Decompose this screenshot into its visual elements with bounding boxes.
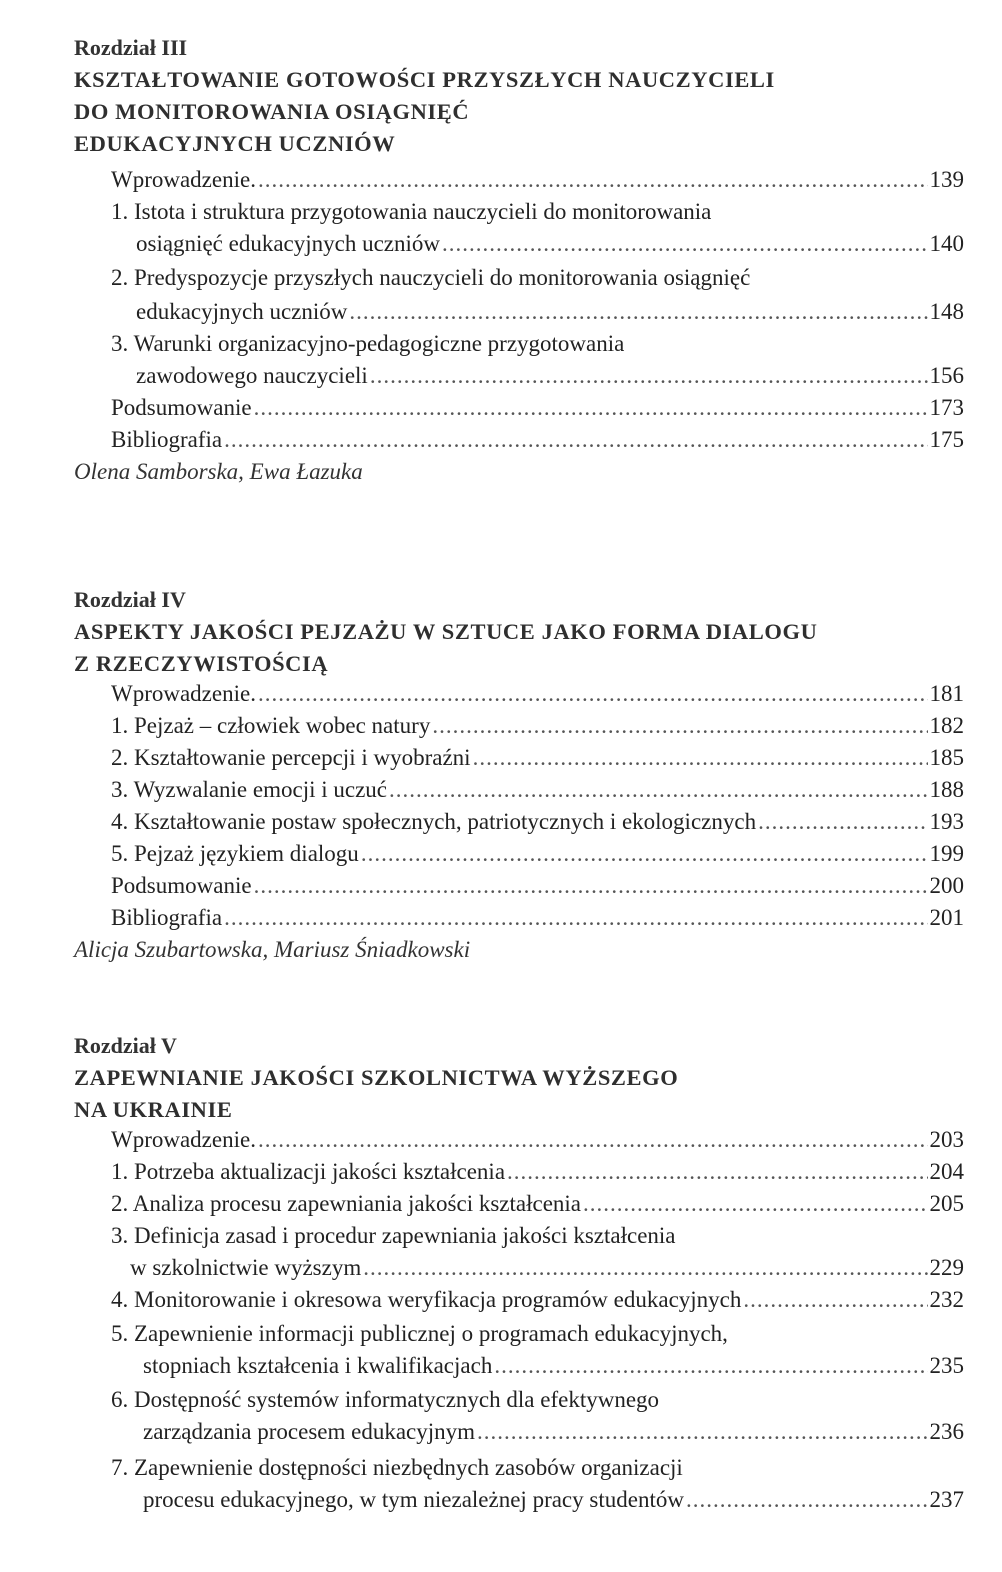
toc-entry-text: Wprowadzenie. bbox=[111, 681, 256, 706]
toc-entry-text: zarządzania procesem edukacyjnym bbox=[143, 1419, 476, 1444]
chapter-title-line: DO MONITOROWANIA OSIĄGNIĘĆ bbox=[74, 99, 470, 124]
toc-page-number: 203 bbox=[929, 1127, 964, 1152]
toc-entry-text: osiągnięć edukacyjnych uczniów bbox=[136, 231, 440, 256]
toc-entry-text: 2. Predyspozycje przyszłych nauczycieli do monitorowania osiągnięć bbox=[111, 265, 751, 290]
toc-page-number: 229 bbox=[929, 1255, 964, 1280]
chapter-heading: Rozdział V bbox=[74, 1033, 177, 1058]
toc-entry-text: 2. Analiza procesu zapewniania jakości kształcenia bbox=[111, 1191, 582, 1216]
leader-dots bbox=[361, 838, 928, 870]
toc-entry-text: Wprowadzenie. bbox=[111, 167, 256, 192]
toc-page-number: 200 bbox=[929, 873, 964, 898]
toc-page-number: 140 bbox=[929, 231, 964, 256]
chapter-title-line: ASPEKTY JAKOŚCI PEJZAŻU W SZTUCE JAKO FORMA DIALOGU bbox=[74, 619, 818, 644]
leader-dots bbox=[432, 710, 927, 742]
toc-entry-text: Wprowadzenie. bbox=[111, 1127, 256, 1152]
leader-dots bbox=[224, 902, 927, 934]
toc-page-number: 193 bbox=[929, 809, 964, 834]
toc-entry[interactable] bbox=[111, 742, 964, 774]
toc-entry-text: edukacyjnych uczniów bbox=[136, 299, 348, 324]
leader-dots bbox=[370, 360, 928, 392]
toc-entry-text: 6. Dostępność systemów informatycznych dla efektywnego bbox=[111, 1387, 660, 1412]
toc-entry-text: stopniach kształcenia i kwalifikacjach bbox=[143, 1353, 493, 1378]
toc-entry[interactable] bbox=[111, 710, 964, 742]
leader-dots bbox=[507, 1156, 927, 1188]
leader-dots bbox=[258, 164, 928, 196]
toc-entry[interactable] bbox=[111, 424, 964, 456]
toc-entry-text: Podsumowanie bbox=[111, 873, 252, 898]
toc-page-number: 148 bbox=[929, 299, 964, 324]
toc-page-number: 204 bbox=[929, 1159, 964, 1184]
chapter-authors: Alicja Szubartowska, Mariusz Śniadkowski bbox=[74, 937, 471, 962]
toc-entry-text: 5. Zapewnienie informacji publicznej o programach edukacyjnych, bbox=[111, 1321, 728, 1346]
leader-dots bbox=[473, 742, 928, 774]
toc-entry[interactable] bbox=[136, 296, 964, 328]
toc-page-number: 201 bbox=[929, 905, 964, 930]
leader-dots bbox=[258, 1124, 928, 1156]
leader-dots bbox=[224, 424, 927, 456]
toc-page-number: 175 bbox=[929, 427, 964, 452]
toc-entry[interactable] bbox=[111, 164, 964, 196]
toc-entry-text: 3. Warunki organizacyjno-pedagogiczne przygotowania bbox=[111, 331, 625, 356]
toc-page-number: 188 bbox=[929, 777, 964, 802]
leader-dots bbox=[583, 1188, 927, 1220]
leader-dots bbox=[389, 774, 928, 806]
toc-entry[interactable] bbox=[111, 870, 964, 902]
toc-entry-text: 5. Pejzaż językiem dialogu bbox=[111, 841, 359, 866]
toc-entry-text: 1. Potrzeba aktualizacji jakości kształcenia bbox=[111, 1159, 506, 1184]
toc-entry[interactable] bbox=[143, 1484, 964, 1516]
toc-entry[interactable] bbox=[130, 1252, 964, 1284]
toc-entry[interactable] bbox=[111, 1124, 964, 1156]
toc-entry[interactable] bbox=[111, 1188, 964, 1220]
leader-dots bbox=[686, 1484, 928, 1516]
toc-entry[interactable] bbox=[111, 902, 964, 934]
toc-entry-text: w szkolnictwie wyższym bbox=[130, 1255, 362, 1280]
leader-dots bbox=[254, 392, 928, 424]
toc-entry[interactable] bbox=[111, 678, 964, 710]
toc-entry[interactable] bbox=[111, 1284, 964, 1316]
chapter-authors: Olena Samborska, Ewa Łazuka bbox=[74, 459, 363, 484]
toc-page-number: 139 bbox=[929, 167, 964, 192]
toc-entry-text: 3. Definicja zasad i procedur zapewniania jakości kształcenia bbox=[111, 1223, 676, 1248]
toc-entry[interactable] bbox=[143, 1350, 964, 1382]
leader-dots bbox=[758, 806, 927, 838]
toc-entry[interactable] bbox=[136, 360, 964, 392]
toc-page-number: 173 bbox=[929, 395, 964, 420]
toc-entry-text: 2. Kształtowanie percepcji i wyobraźni bbox=[111, 745, 471, 770]
chapter-title-line: EDUKACYJNYCH UCZNIÓW bbox=[74, 131, 396, 156]
toc-page-number: 205 bbox=[929, 1191, 964, 1216]
toc-entry[interactable] bbox=[111, 1156, 964, 1188]
chapter-title-line: ZAPEWNIANIE JAKOŚCI SZKOLNICTWA WYŻSZEGO bbox=[74, 1065, 679, 1090]
toc-entry[interactable] bbox=[143, 1416, 964, 1448]
leader-dots bbox=[363, 1252, 927, 1284]
toc-entry-text: zawodowego nauczycieli bbox=[136, 363, 368, 388]
toc-page-number: 182 bbox=[929, 713, 964, 738]
leader-dots bbox=[258, 678, 928, 710]
leader-dots bbox=[743, 1284, 927, 1316]
toc-page-number: 199 bbox=[929, 841, 964, 866]
toc-page-number: 237 bbox=[929, 1487, 964, 1512]
toc-entry[interactable] bbox=[111, 806, 964, 838]
toc-entry-text: Bibliografia bbox=[111, 427, 223, 452]
toc-entry-text: 1. Istota i struktura przygotowania nauczycieli do monitorowania bbox=[111, 199, 712, 224]
toc-page-number: 185 bbox=[929, 745, 964, 770]
toc-entry-text: 1. Pejzaż – człowiek wobec natury bbox=[111, 713, 431, 738]
toc-entry[interactable] bbox=[111, 774, 964, 806]
toc-page-number: 235 bbox=[929, 1353, 964, 1378]
chapter-title-line: Z RZECZYWISTOŚCIĄ bbox=[74, 651, 329, 676]
toc-entry-text: Bibliografia bbox=[111, 905, 223, 930]
toc-entry-text: Podsumowanie bbox=[111, 395, 252, 420]
toc-entry[interactable] bbox=[111, 838, 964, 870]
chapter-heading: Rozdział III bbox=[74, 35, 188, 60]
toc-page-number: 236 bbox=[929, 1419, 964, 1444]
leader-dots bbox=[477, 1416, 927, 1448]
chapter-title-line: KSZTAŁTOWANIE GOTOWOŚCI PRZYSZŁYCH NAUCZYCIELI bbox=[74, 67, 775, 92]
toc-entry-text: procesu edukacyjnego, w tym niezależnej pracy studentów bbox=[143, 1487, 684, 1512]
leader-dots bbox=[254, 870, 928, 902]
toc-entry-text: 4. Kształtowanie postaw społecznych, patriotycznych i ekologicznych bbox=[111, 809, 757, 834]
toc-entry-text: 4. Monitorowanie i okresowa weryfikacja programów edukacyjnych bbox=[111, 1287, 742, 1312]
toc-page-number: 156 bbox=[929, 363, 964, 388]
chapter-title-line: NA UKRAINIE bbox=[74, 1097, 233, 1122]
leader-dots bbox=[442, 228, 928, 260]
toc-page-number: 232 bbox=[929, 1287, 964, 1312]
leader-dots bbox=[494, 1350, 927, 1382]
toc-entry-text: 7. Zapewnienie dostępności niezbędnych zasobów organizacji bbox=[111, 1455, 683, 1480]
chapter-heading: Rozdział IV bbox=[74, 587, 186, 612]
toc-entry[interactable] bbox=[111, 392, 964, 424]
toc-entry[interactable] bbox=[136, 228, 964, 260]
toc-page-number: 181 bbox=[929, 681, 964, 706]
toc-entry-text: 3. Wyzwalanie emocji i uczuć bbox=[111, 777, 387, 802]
leader-dots bbox=[349, 296, 927, 328]
